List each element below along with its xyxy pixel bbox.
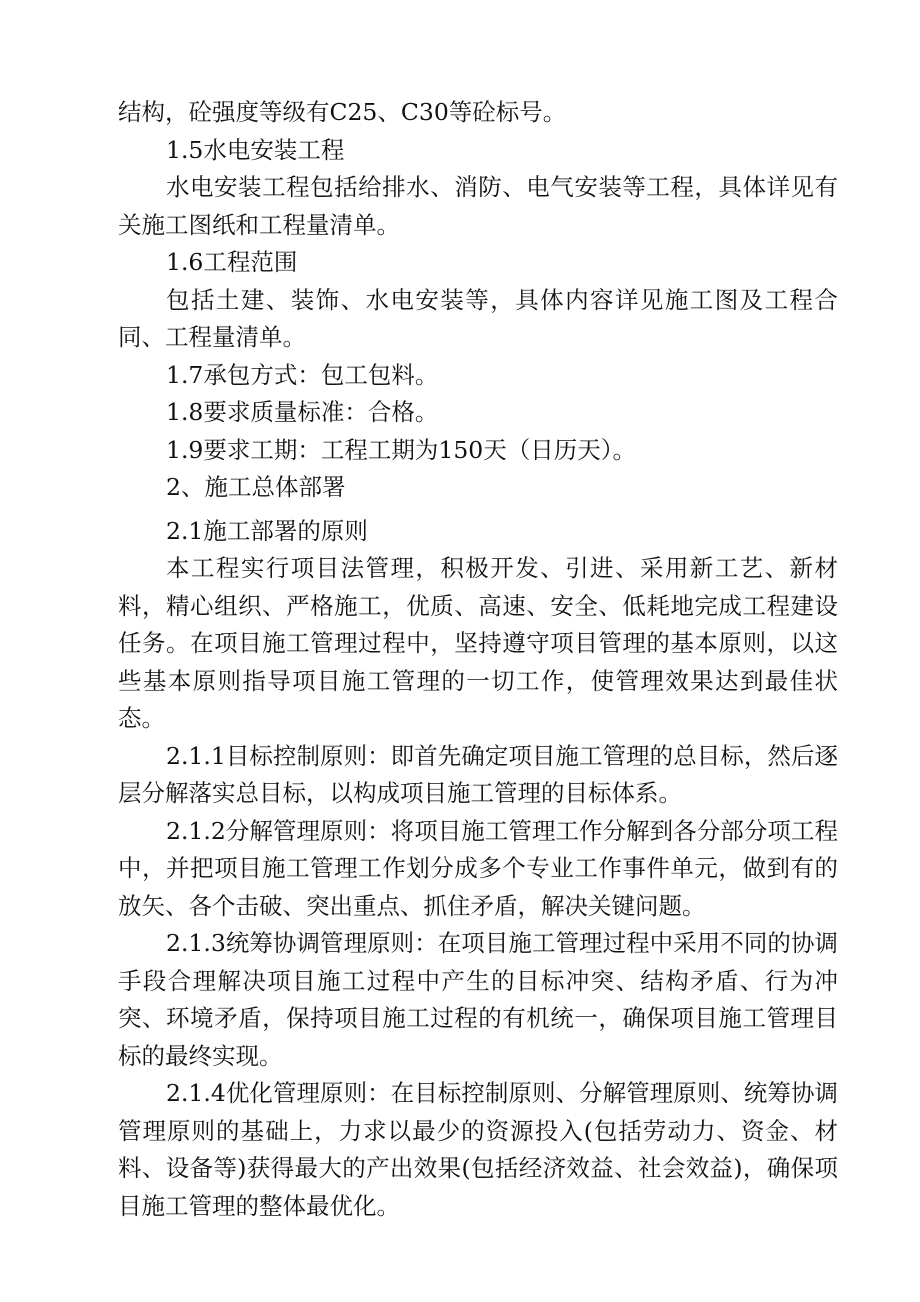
item-1-7: 1.7承包方式：包工包料。 — [166, 360, 439, 389]
paragraph-2-1-4: 2.1.4优化管理原则：在目标控制原则、分解管理原则、统筹协调管理原则的基础上，力求以最少的资源投入(包括劳动力、资金、材料、设备等)获得最大的产出效果(包括经济效益、社会效益)，确保项目施工管理的整体最优化。 — [118, 1079, 838, 1220]
paragraph-1-6: 包括土建、装饰、水电安装等，具体内容详见施工图及工程合同、工程量清单。 — [118, 285, 838, 351]
heading-1-5: 1.5水电安装工程 — [166, 135, 345, 164]
paragraph-2-1-1: 2.1.1目标控制原则：即首先确定项目施工管理的总目标，然后逐层分解落实总目标，以构成项目施工管理的目标体系。 — [118, 741, 838, 807]
item-1-9: 1.9要求工期：工程工期为150天（日历天）。 — [166, 435, 636, 464]
paragraph-2-1-2: 2.1.2分解管理原则：将项目施工管理工作分解到各分部分项工程中，并把项目施工管理工作划分成多个专业工作事件单元，做到有的放矢、各个击破、突出重点、抓住矛盾，解决关键问题。 — [118, 816, 838, 920]
document-body — [118, 94, 838, 1225]
heading-2: 2、施工总体部署 — [166, 473, 346, 501]
heading-1-6: 1.6工程范围 — [166, 248, 298, 276]
paragraph-2-1-3: 2.1.3统筹协调管理原则：在项目施工管理过程中采用不同的协调手段合理解决项目施工过程中产生的目标冲突、结构矛盾、行为冲突、环境矛盾，保持项目施工过程的有机统一，确保项目施工管理目标的最终实现。 — [118, 929, 838, 1070]
paragraph-1-5: 水电安装工程包括给排水、消防、电气安装等工程，具体详见有关施工图纸和工程量清单。 — [118, 173, 838, 239]
heading-2-1: 2.1施工部署的原则 — [166, 516, 368, 545]
paragraph-2-1: 本工程实行项目法管理，积极开发、引进、采用新工艺、新材料，精心组织、严格施工，优质、高速、安全、低耗地完成工程建设任务。在项目施工管理过程中，坚持遵守项目管理的基本原则，以这些基本原则指导项目施工管理的一切工作，使管理效果达到最佳状态。 — [118, 554, 838, 732]
item-1-8: 1.8要求质量标准：合格。 — [166, 398, 439, 426]
paragraph-structure-continuation: 结构，砼强度等级有C25、C30等砼标号。 — [118, 98, 567, 126]
